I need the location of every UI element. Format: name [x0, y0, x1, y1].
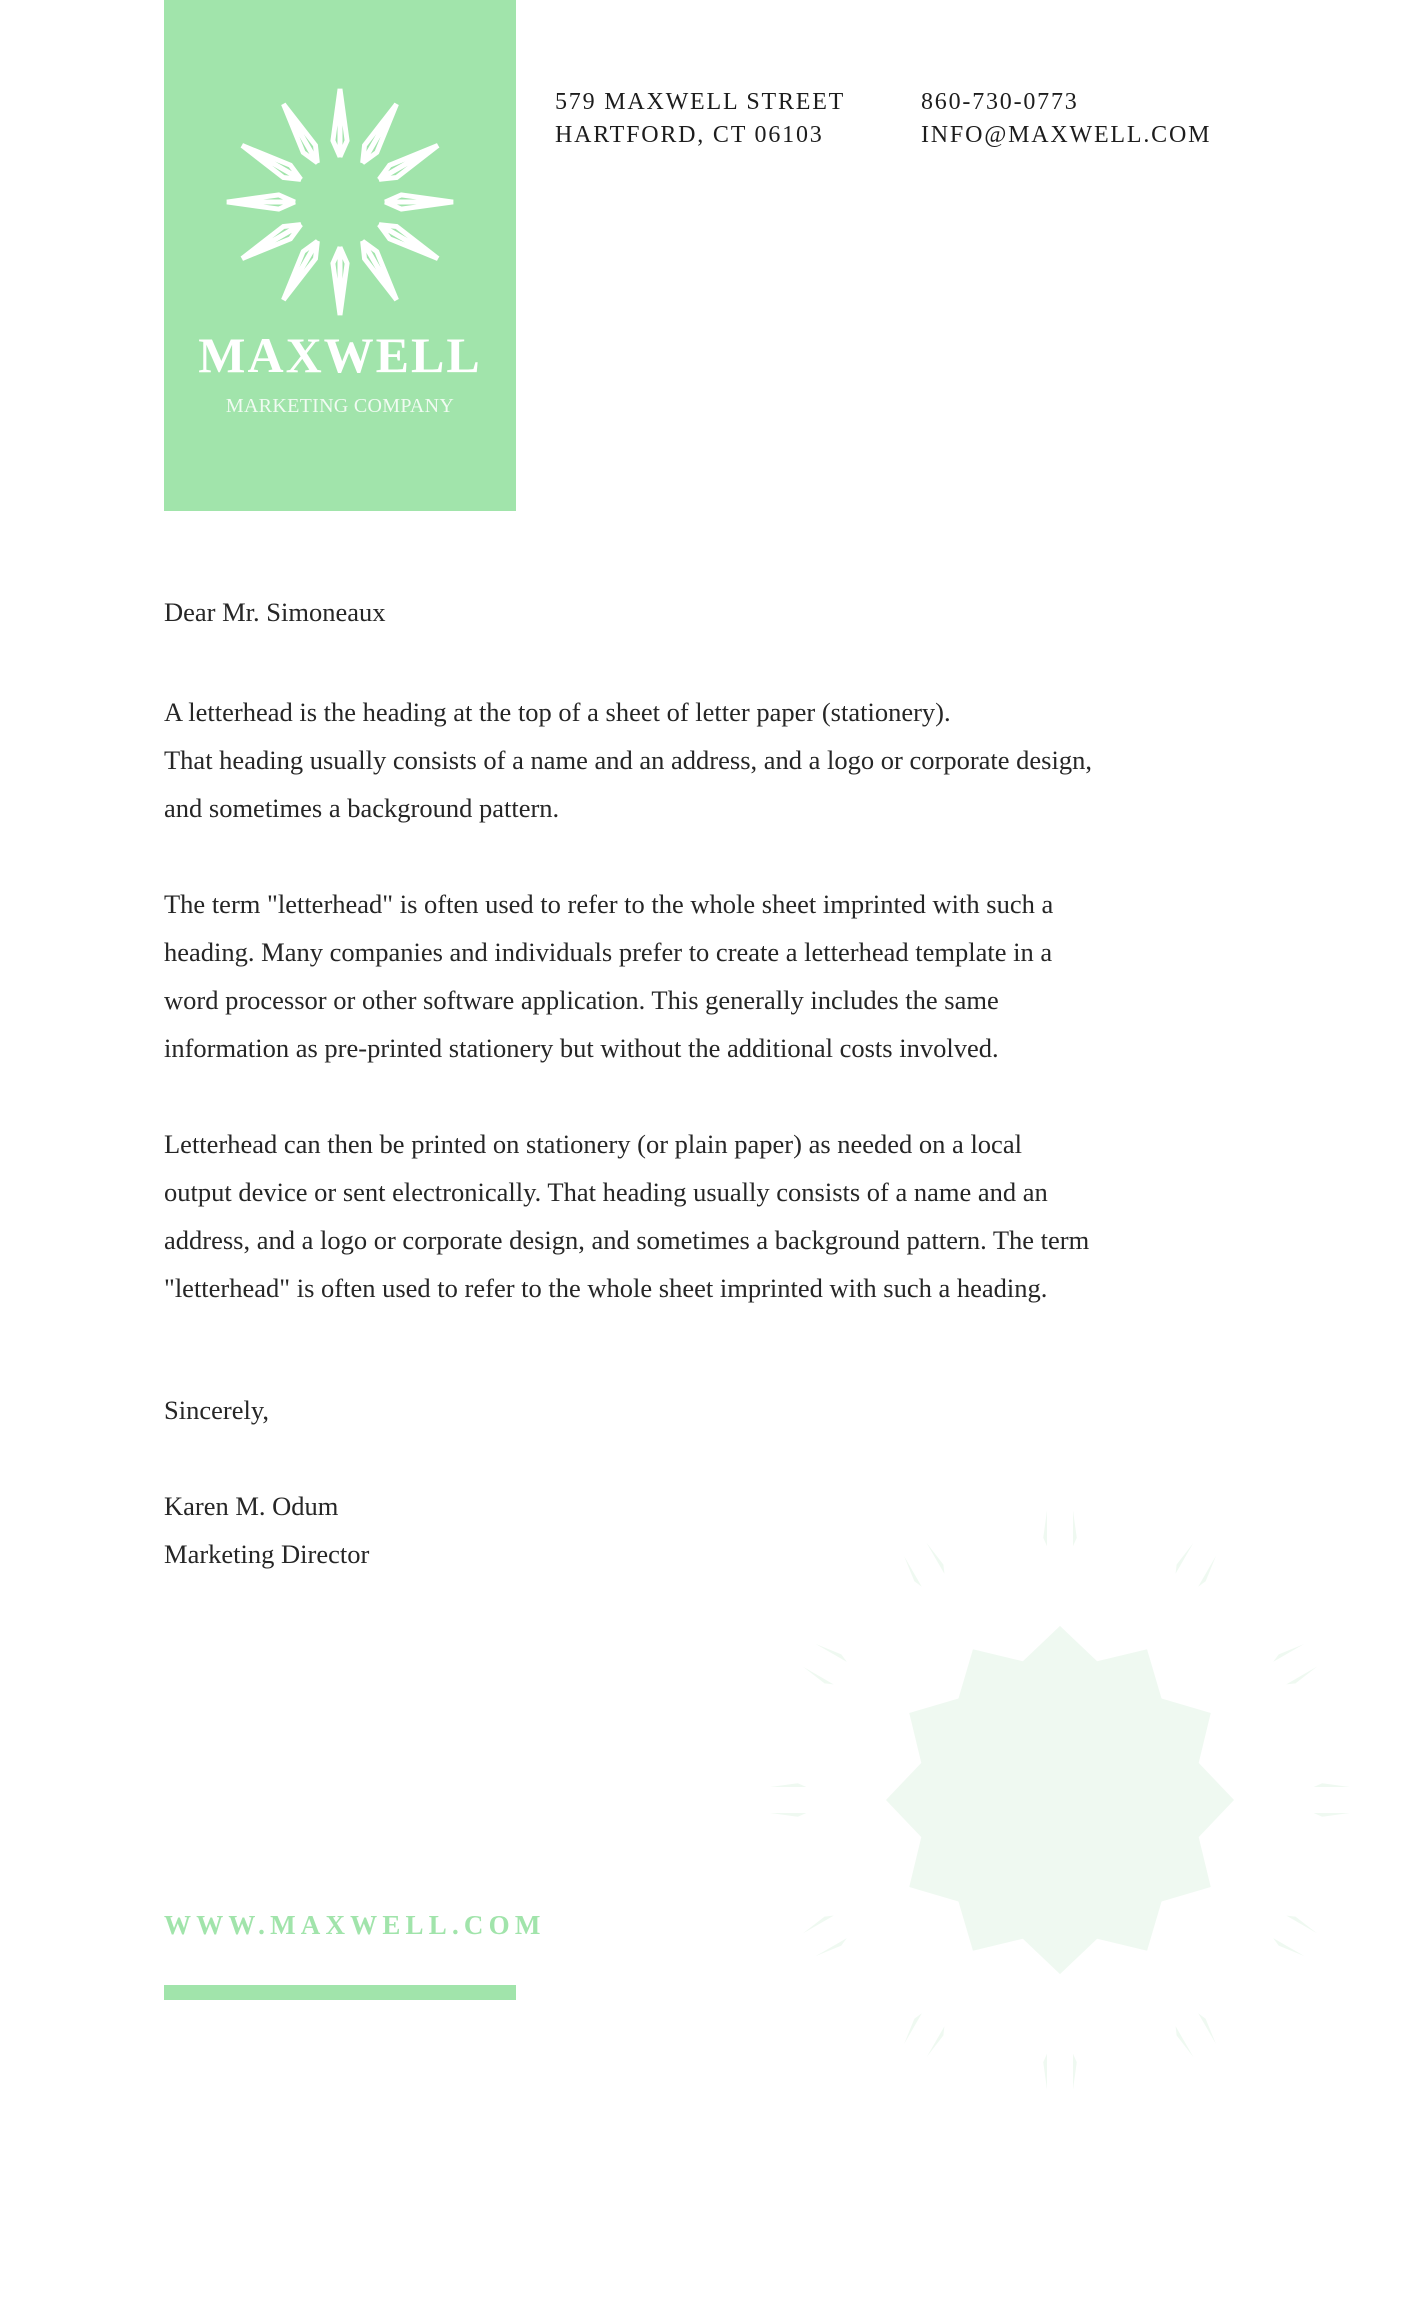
- star-petal: [1156, 1966, 1300, 2215]
- website-link[interactable]: WWW.MAXWELL.COM: [164, 1910, 546, 1940]
- star-center: [868, 1608, 1252, 1992]
- star-petal: [820, 1966, 964, 2215]
- brand-tagline: MARKETING COMPANY: [225, 395, 455, 417]
- star-petal: [340, 89, 347, 157]
- star-petal: [363, 104, 397, 163]
- signer-title: Marketing Director: [164, 1539, 370, 1569]
- star-petal: [644, 1560, 893, 1704]
- letter-body: [164, 588, 1274, 1578]
- paragraph-line: output device or sent electronically. That heading usually consists of a name and an: [164, 1177, 1048, 1207]
- address-block: [555, 86, 845, 152]
- brand-name: MAXWELL: [198, 327, 482, 383]
- paragraph-line: word processor or other software application. This generally includes the same: [164, 985, 999, 1015]
- email-address[interactable]: INFO@MAXWELL.COM: [921, 122, 1212, 148]
- star-petal: [1252, 1800, 1414, 1830]
- paragraph-line: A letterhead is the heading at the top of a sheet of letter paper (stationery).: [164, 697, 951, 727]
- paragraph-line: information as pre-printed stationery but without the additional costs involved.: [164, 1033, 999, 1063]
- address-line-1: 579 MAXWELL STREET: [555, 89, 846, 115]
- star-petal: [379, 225, 438, 259]
- paragraph-line: "letterhead" is often used to refer to the whole sheet imprinted with such a heading.: [164, 1273, 1048, 1303]
- footer-accent-bar: [164, 1985, 516, 2000]
- star-petal: [1030, 1992, 1060, 2280]
- star-petal: [242, 225, 301, 259]
- star-petal: [242, 145, 301, 179]
- closing: Sincerely,: [164, 1395, 269, 1425]
- star-petal: [283, 104, 317, 163]
- star-petal: [363, 241, 397, 300]
- paragraph-line: heading. Many companies and individuals prefer to create a letterhead template in a: [164, 937, 1053, 967]
- paragraph-line: That heading usually consists of a name and an address, and a logo or corporate design,: [164, 745, 1092, 775]
- signer-name: Karen M. Odum: [164, 1491, 339, 1521]
- star-petal: [379, 145, 438, 179]
- star-rosette-icon: [222, 84, 458, 320]
- contact-block: [921, 86, 1211, 152]
- salutation: Dear Mr. Simoneaux: [164, 597, 386, 627]
- star-petal: [580, 1770, 868, 1800]
- address-line-2: HARTFORD, CT 06103: [555, 122, 824, 148]
- star-petal: [333, 247, 340, 315]
- paragraph-line: Letterhead can then be printed on stationery (or plain paper) as needed on a local: [164, 1129, 1022, 1159]
- paragraph-3: [164, 1120, 1274, 1312]
- brand-panel: [164, 0, 516, 511]
- star-petal: [644, 1896, 893, 2040]
- paragraph-2: [164, 880, 1274, 1072]
- paragraph-line: address, and a logo or corporate design, and sometimes a background pattern. The term: [164, 1225, 1090, 1255]
- star-petal: [385, 202, 453, 209]
- phone-number: 860-730-0773: [921, 89, 1079, 115]
- paragraph-line: The term "letterhead" is often used to refer to the whole sheet imprinted with such a: [164, 889, 1054, 919]
- paragraph-1: [164, 688, 1274, 832]
- paragraph-line: and sometimes a background pattern.: [164, 793, 560, 823]
- star-petal: [227, 195, 295, 202]
- star-petal: [283, 241, 317, 300]
